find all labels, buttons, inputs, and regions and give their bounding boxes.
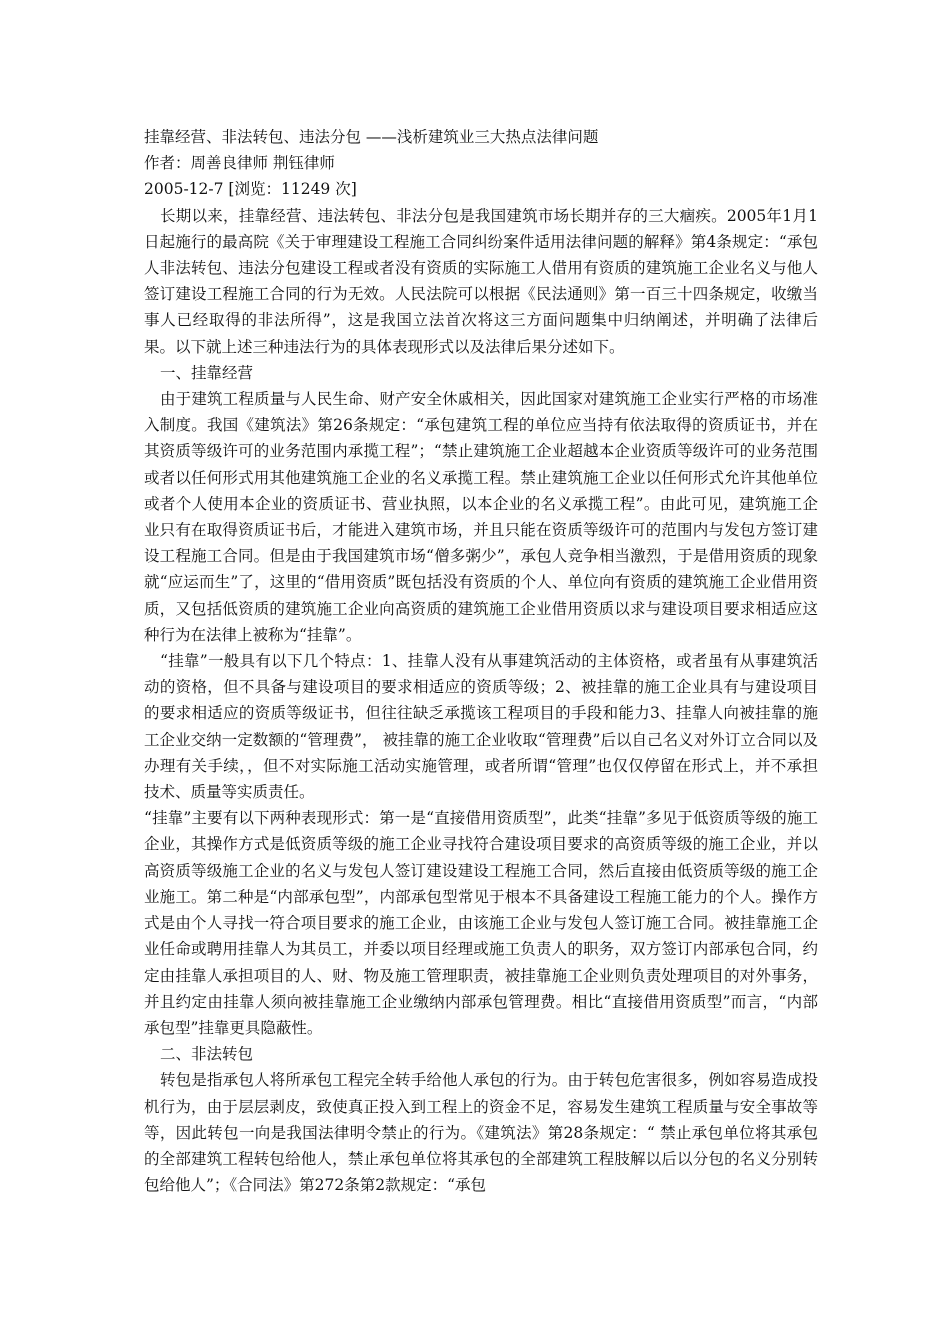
article-authors: 作者：周善良律师 荆钰律师 — [144, 154, 335, 173]
paragraph-subcontract: 转包是指承包人将所承包工程完全转手给他人承包的行为。由于转包危害很多，例如容易造成投机行为，由于层层剥皮，致使真正投入到工程上的资金不足，容易发生建筑工程质量与安全事故等等，因此转包一向是我国法律明令禁止的行为。《建筑法》第28条规定：“ 禁止承包单位将其承包的全部建筑工程转包给他人，禁止承包单位将其承包的全部建筑工程肢解以后以分包的名义分别转包给他人”；《合同法》第272条第2款规定：“承包 — [144, 1071, 818, 1195]
section-heading-subcontract: 二、非法转包 — [160, 1045, 254, 1064]
paragraph-affiliation-forms: “挂靠”主要有以下两种表现形式：第一是“直接借用资质型”，此类“挂靠”多见于低资质等级的施工企业，其操作方式是低资质等级的施工企业寻找符合建设项目要求的高资质等级的施工企业，并以高资质等级施工企业的名义与发包人签订建设建设工程施工合同，然后直接由低资质等级的施工企业施工。第二种是“内部承包型”，内部承包型常见于根本不具备建设工程施工能力的个人。操作方式是由个人寻找一符合项目要求的施工企业，由该施工企业与发包人签订施工合同。被挂靠施工企业任命或聘用挂靠人为其员工，并委以项目经理或施工负责人的职务，双方签订内部承包合同，约定由挂靠人承担项目的人、财、物及施工管理职责，被挂靠施工企业则负责处理项目的对外事务，并且约定由挂靠人须向被挂靠施工企业缴纳内部承包管理费。相比“直接借用资质型”而言，“内部承包型”挂靠更具隐蔽性。 — [144, 809, 818, 1037]
paragraph-affiliation-features: “挂靠”一般具有以下几个特点：1、挂靠人没有从事建筑活动的主体资格，或者虽有从事建筑活动的资格，但不具备与建设项目的要求相适应的资质等级；2、被挂靠的施工企业具有与建设项目的要求相适应的资质等级证书，但往往缺乏承揽该工程项目的手段和能力3、挂靠人向被挂靠的施工企业交纳一定数额的“管理费”， 被挂靠的施工企业收取“管理费”后以自己名义对外订立合同以及办理有关手续，，但不对实际施工活动实施管理，或者所谓“管理”也仅仅停留在形式上，并不承担技术、质量等实质责任。 — [144, 652, 818, 802]
paragraph-affiliation-background: 由于建筑工程质量与人民生命、财产安全休戚相关，因此国家对建筑施工企业实行严格的市场准入制度。我国《建筑法》第26条规定：“承包建筑工程的单位应当持有依法取得的资质证书，并在其资质等级许可的业务范围内承揽工程”；“禁止建筑施工企业超越本企业资质等级许可的业务范围或者以任何形式用其他建筑施工企业的名义承揽工程。禁止建筑施工企业以任何形式允许其他单位或者个人使用本企业的资质证书、营业执照，以本企业的名义承揽工程”。由此可见，建筑施工企业只有在取得资质证书后，才能进入建筑市场，并且只能在资质等级许可的范围内与发包方签订建设工程施工合同。但是由于我国建筑市场“僧多粥少”，承包人竞争相当激烈，于是借用资质的现象就“应运而生”了，这里的“借用资质”既包括没有资质的个人、单位向有资质的建筑施工企业借用资质，又包括低资质的建筑施工企业向高资质的建筑施工企业借用资质以求与建设项目要求相适应这种行为在法律上被称为“挂靠”。 — [144, 390, 818, 644]
paragraph-intro: 长期以来，挂靠经营、违法转包、非法分包是我国建筑市场长期并存的三大痼疾。2005年1月1日起施行的最高院《关于审理建设工程施工合同纠纷案件适用法律问题的解释》第4条规定：“承包人非法转包、违法分包建设工程或者没有资质的实际施工人借用有资质的建筑施工企业名义与他人签订建设工程施工合同的行为无效。人民法院可以根据《民法通则》第一百三十四条规定，收缴当事人已经取得的非法所得”，这是我国立法首次将这三方面问题集中归纳阐述，并明确了法律后果。以下就上述三种违法行为的具体表现形式以及法律后果分述如下。 — [144, 206, 818, 356]
article-body — [144, 124, 818, 1198]
article-title: 挂靠经营、非法转包、违法分包 ——浅析建筑业三大热点法律问题 — [144, 128, 599, 146]
section-heading-affiliation: 一、挂靠经营 — [160, 363, 254, 382]
article-date-views: 2005-12-7 [浏览：11249 次] — [144, 180, 357, 199]
